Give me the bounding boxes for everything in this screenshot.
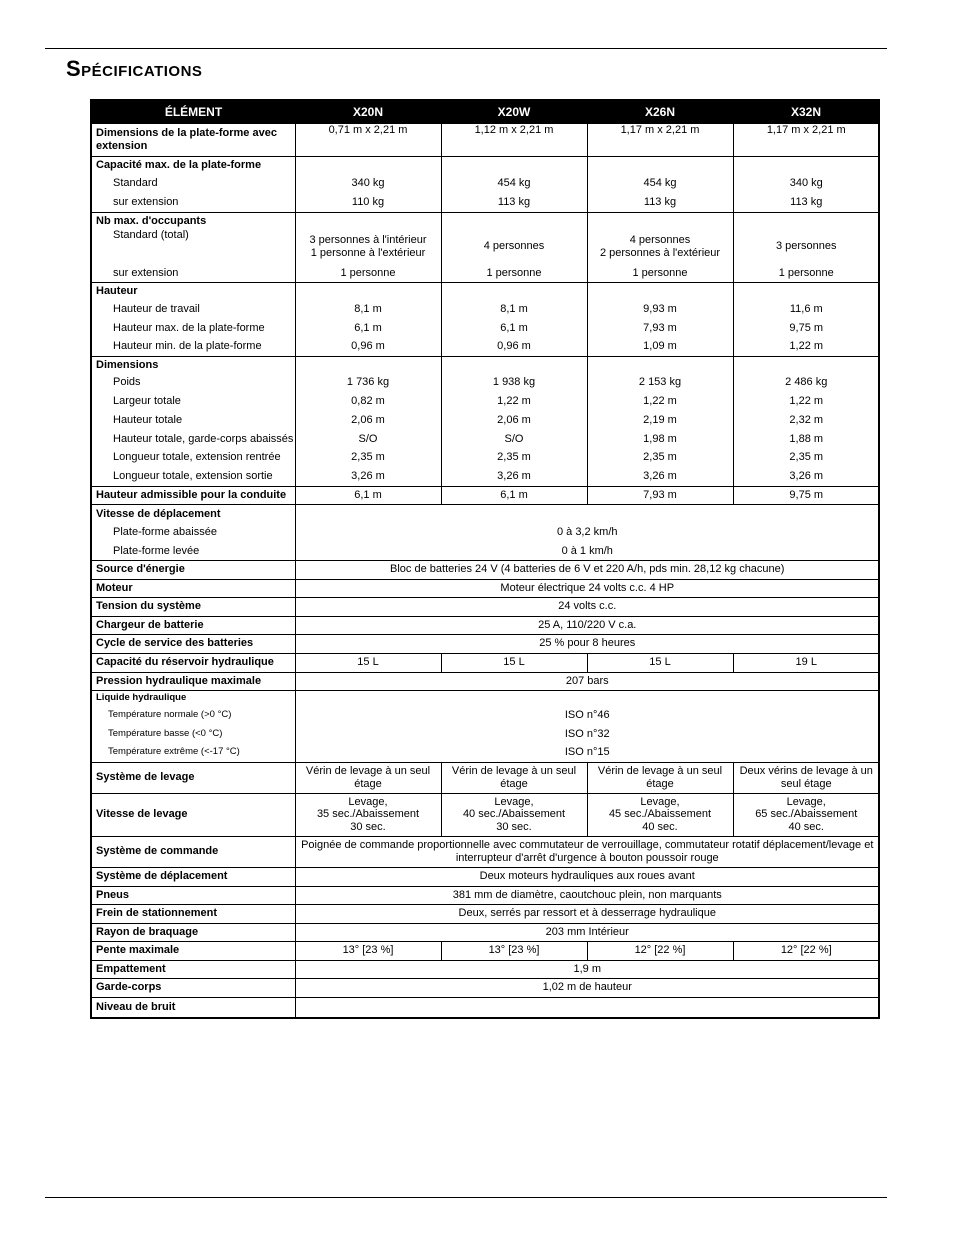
table-row (92, 300, 879, 319)
value-cell: 1,17 m x 2,21 m (587, 124, 733, 156)
value-cell: Levage, 45 sec./Abaissement 40 sec. (587, 793, 733, 836)
value-cell: 6,1 m (295, 319, 441, 337)
value-cell: 1 736 kg (295, 373, 441, 392)
row-label: Système de commande (92, 836, 295, 867)
table-row (92, 542, 879, 560)
table-row (92, 430, 879, 448)
row-label: Poids (113, 376, 141, 389)
table-row (92, 337, 879, 356)
spanned-value: 381 mm de diamètre, caoutchouc plein, non marquants (295, 886, 879, 904)
table-row (92, 560, 879, 579)
row-label: Capacité du réservoir hydraulique (92, 653, 295, 672)
spanned-value: 0 à 1 km/h (295, 542, 879, 560)
spanned-value (295, 997, 879, 1017)
value-cell: 7,93 m (587, 486, 733, 504)
spanned-value: ISO n°32 (295, 725, 879, 743)
table-row (92, 467, 879, 486)
value-cell: 0,96 m (295, 337, 441, 356)
spanned-value: 207 bars (295, 672, 879, 690)
spanned-value: Poignée de commande proportionnelle avec commutateur de verrouillage, commutateur rotatif déplacement/levage et interrupteur d'arrêt d'urgence à bouton poussoir rouge (295, 836, 879, 867)
value-cell: 1,22 m (441, 392, 587, 411)
page-title: Spécifications (66, 56, 203, 81)
spanned-value: Deux, serrés par ressort et à desserrage hydraulique (295, 904, 879, 923)
value-cell: 9,75 m (733, 486, 879, 504)
spanned-value: 1,02 m de hauteur (295, 978, 879, 997)
bottom-rule (45, 1197, 887, 1198)
header-x20w: X20W (441, 101, 587, 124)
value-cell: 0,71 m x 2,21 m (295, 124, 441, 156)
table-row (92, 634, 879, 653)
row-label: Longueur totale, extension sortie (92, 467, 295, 486)
value-cell: 15 L (441, 653, 587, 672)
value-cell (587, 356, 733, 373)
value-cell: 454 kg (441, 174, 587, 193)
spanned-value (295, 690, 879, 706)
value-cell: 3,26 m (441, 467, 587, 486)
row-label: Largeur totale (113, 395, 181, 408)
table-row (92, 867, 879, 886)
table-row (92, 923, 879, 941)
table-row (92, 904, 879, 923)
value-cell: 15 L (587, 653, 733, 672)
value-cell: 8,1 m (441, 300, 587, 319)
value-cell: 6,1 m (295, 486, 441, 504)
table-row (92, 672, 879, 690)
value-cell: 19 L (733, 653, 879, 672)
value-cell: 3 personnes (733, 229, 879, 264)
table-row (92, 597, 879, 616)
row-label: Vitesse de déplacement (96, 507, 221, 520)
value-cell: 12° [22 %] (587, 941, 733, 960)
value-cell: 2,35 m (295, 448, 441, 467)
row-label: Vitesse de levage (92, 793, 295, 836)
value-cell: 2 486 kg (733, 373, 879, 392)
table-row (92, 616, 879, 634)
value-cell (441, 212, 587, 229)
row-label: Garde-corps (92, 978, 295, 997)
table-row (92, 356, 879, 373)
row-label: Pente maximale (92, 941, 295, 960)
value-cell: Levage, 35 sec./Abaissement 30 sec. (295, 793, 441, 836)
value-cell: 113 kg (587, 193, 733, 212)
value-cell: 7,93 m (587, 319, 733, 337)
spanned-value: ISO n°46 (295, 706, 879, 725)
row-label: Rayon de braquage (92, 923, 295, 941)
specifications-table-frame (90, 99, 880, 1019)
value-cell (587, 156, 733, 174)
value-cell: 3 personnes à l'intérieur 1 personne à l'extérieur (295, 229, 441, 264)
value-cell: 2,35 m (441, 448, 587, 467)
table-row (92, 282, 879, 300)
value-cell: 2,06 m (441, 411, 587, 430)
value-cell: Levage, 65 sec./Abaissement 40 sec. (733, 793, 879, 836)
row-label: Plate-forme levée (92, 542, 295, 560)
spanned-value: Deux moteurs hydrauliques aux roues avant (295, 867, 879, 886)
table-row (92, 319, 879, 337)
row-label: Standard (113, 177, 158, 190)
value-cell (295, 212, 441, 229)
value-cell: 2 153 kg (587, 373, 733, 392)
value-cell: 12° [22 %] (733, 941, 879, 960)
table-row (92, 448, 879, 467)
table-row (92, 743, 879, 762)
table-row (92, 486, 879, 504)
value-cell: 110 kg (295, 193, 441, 212)
spanned-value: 203 mm Intérieur (295, 923, 879, 941)
value-cell (295, 156, 441, 174)
row-label: Température normale (>0 °C) (108, 709, 232, 721)
row-label: Empattement (92, 960, 295, 978)
value-cell: 1,22 m (733, 337, 879, 356)
value-cell: 0,82 m (295, 392, 441, 411)
table-row (92, 156, 879, 174)
value-cell (441, 356, 587, 373)
header-element: ÉLÉMENT (92, 101, 295, 124)
value-cell: 1,12 m x 2,21 m (441, 124, 587, 156)
row-label: Hauteur admissible pour la conduite (92, 486, 295, 504)
spanned-value: ISO n°15 (295, 743, 879, 762)
row-label: Frein de stationnement (92, 904, 295, 923)
value-cell (733, 356, 879, 373)
row-label: Système de levage (92, 762, 295, 793)
spanned-value: Moteur électrique 24 volts c.c. 4 HP (295, 579, 879, 597)
table-row (92, 504, 879, 523)
value-cell: 340 kg (295, 174, 441, 193)
table-row (92, 762, 879, 793)
value-cell: S/O (295, 430, 441, 448)
value-cell: 15 L (295, 653, 441, 672)
value-cell: 4 personnes 2 personnes à l'extérieur (587, 229, 733, 264)
table-header-row (92, 101, 879, 124)
value-cell: 113 kg (733, 193, 879, 212)
table-row (92, 264, 879, 282)
value-cell: 1 personne (295, 264, 441, 282)
row-label: Plate-forme abaissée (113, 526, 217, 539)
value-cell: 2,19 m (587, 411, 733, 430)
row-label: Tension du système (92, 597, 295, 616)
header-x26n: X26N (587, 101, 733, 124)
table-row (92, 124, 879, 156)
value-cell: 13° [23 %] (295, 941, 441, 960)
value-cell: 1,22 m (733, 392, 879, 411)
value-cell: 13° [23 %] (441, 941, 587, 960)
value-cell (295, 356, 441, 373)
value-cell: 1,09 m (587, 337, 733, 356)
table-row (92, 411, 879, 430)
value-cell: Vérin de levage à un seul étage (441, 762, 587, 793)
table-row (92, 997, 879, 1017)
row-label: Standard (total) (113, 229, 189, 241)
value-cell: 340 kg (733, 174, 879, 193)
top-rule (45, 48, 887, 49)
value-cell: 1,17 m x 2,21 m (733, 124, 879, 156)
row-label: sur extension (92, 193, 295, 212)
spanned-value: Bloc de batteries 24 V (4 batteries de 6 V et 220 A/h, pds min. 28,12 kg chacune) (295, 560, 879, 579)
value-cell: 2,35 m (587, 448, 733, 467)
row-label: Hauteur totale (113, 414, 183, 427)
row-label: Pression hydraulique maximale (92, 672, 295, 690)
spanned-value: 25 A, 110/220 V c.a. (295, 616, 879, 634)
row-label: Pneus (92, 886, 295, 904)
table-row (92, 960, 879, 978)
row-label: Niveau de bruit (96, 1001, 176, 1013)
table-row (92, 174, 879, 193)
value-cell: 9,93 m (587, 300, 733, 319)
table-row (92, 836, 879, 867)
value-cell: 1 personne (733, 264, 879, 282)
value-cell: 4 personnes (441, 229, 587, 264)
value-cell: Vérin de levage à un seul étage (587, 762, 733, 793)
table-row (92, 978, 879, 997)
value-cell: 1,88 m (733, 430, 879, 448)
value-cell (441, 282, 587, 300)
row-label: Liquide hydraulique (96, 692, 187, 703)
value-cell: 2,32 m (733, 411, 879, 430)
table-row (92, 373, 879, 392)
value-cell (733, 156, 879, 174)
value-cell: 1,98 m (587, 430, 733, 448)
table-row (92, 229, 879, 264)
row-label: Cycle de service des batteries (92, 634, 295, 653)
value-cell: 11,6 m (733, 300, 879, 319)
row-label: Température basse (<0 °C) (108, 727, 223, 739)
row-label: Hauteur totale, garde-corps abaissés (113, 432, 294, 445)
value-cell (587, 282, 733, 300)
value-cell: 1 personne (587, 264, 733, 282)
row-label: Dimensions (96, 358, 159, 371)
row-label: Capacité max. de la plate-forme (96, 159, 262, 171)
table-row (92, 579, 879, 597)
value-cell: 9,75 m (733, 319, 879, 337)
table-row (92, 523, 879, 542)
value-cell: S/O (441, 430, 587, 448)
value-cell (295, 282, 441, 300)
value-cell: 1 personne (441, 264, 587, 282)
table-row (92, 392, 879, 411)
value-cell (587, 212, 733, 229)
table-row (92, 212, 879, 229)
spanned-value: 25 % pour 8 heures (295, 634, 879, 653)
value-cell: 1,22 m (587, 392, 733, 411)
value-cell: 6,1 m (441, 486, 587, 504)
value-cell (733, 282, 879, 300)
header-x32n: X32N (733, 101, 879, 124)
header-x20n: X20N (295, 101, 441, 124)
value-cell: 2,06 m (295, 411, 441, 430)
row-label: Hauteur (96, 285, 138, 297)
value-cell: 454 kg (587, 174, 733, 193)
spanned-value (295, 504, 879, 523)
value-cell: 6,1 m (441, 319, 587, 337)
row-label: Nb max. d'occupants (96, 214, 207, 227)
value-cell: 8,1 m (295, 300, 441, 319)
row-label: Longueur totale, extension rentrée (113, 451, 281, 464)
row-label: Hauteur max. de la plate-forme (113, 321, 265, 334)
table-row (92, 886, 879, 904)
row-label: Système de déplacement (92, 867, 295, 886)
value-cell: 3,26 m (587, 467, 733, 486)
table-row (92, 653, 879, 672)
row-label: Hauteur de travail (113, 303, 200, 316)
value-cell: 0,96 m (441, 337, 587, 356)
row-label: Température extrême (<-17 °C) (92, 743, 295, 762)
row-label: Hauteur min. de la plate-forme (92, 337, 295, 356)
table-row (92, 690, 879, 706)
table-row (92, 725, 879, 743)
value-cell: Levage, 40 sec./Abaissement 30 sec. (441, 793, 587, 836)
spanned-value: 24 volts c.c. (295, 597, 879, 616)
value-cell: Vérin de levage à un seul étage (295, 762, 441, 793)
value-cell: 113 kg (441, 193, 587, 212)
value-cell: 3,26 m (733, 467, 879, 486)
table-row (92, 793, 879, 836)
spanned-value: 0 à 3,2 km/h (295, 523, 879, 542)
value-cell (733, 212, 879, 229)
value-cell: Deux vérins de levage à un seul étage (733, 762, 879, 793)
table-row (92, 193, 879, 212)
spanned-value: 1,9 m (295, 960, 879, 978)
value-cell: 3,26 m (295, 467, 441, 486)
table-row (92, 706, 879, 725)
row-label: Moteur (92, 579, 295, 597)
row-label: Chargeur de batterie (92, 616, 295, 634)
table-header (92, 101, 879, 124)
row-label: sur extension (92, 264, 295, 282)
table-body (92, 124, 879, 1017)
value-cell: 1 938 kg (441, 373, 587, 392)
specifications-table (92, 101, 879, 1017)
row-label: Source d'énergie (92, 560, 295, 579)
row-label: Dimensions de la plate-forme avec extension (92, 124, 295, 156)
value-cell (441, 156, 587, 174)
table-row (92, 941, 879, 960)
value-cell: 2,35 m (733, 448, 879, 467)
